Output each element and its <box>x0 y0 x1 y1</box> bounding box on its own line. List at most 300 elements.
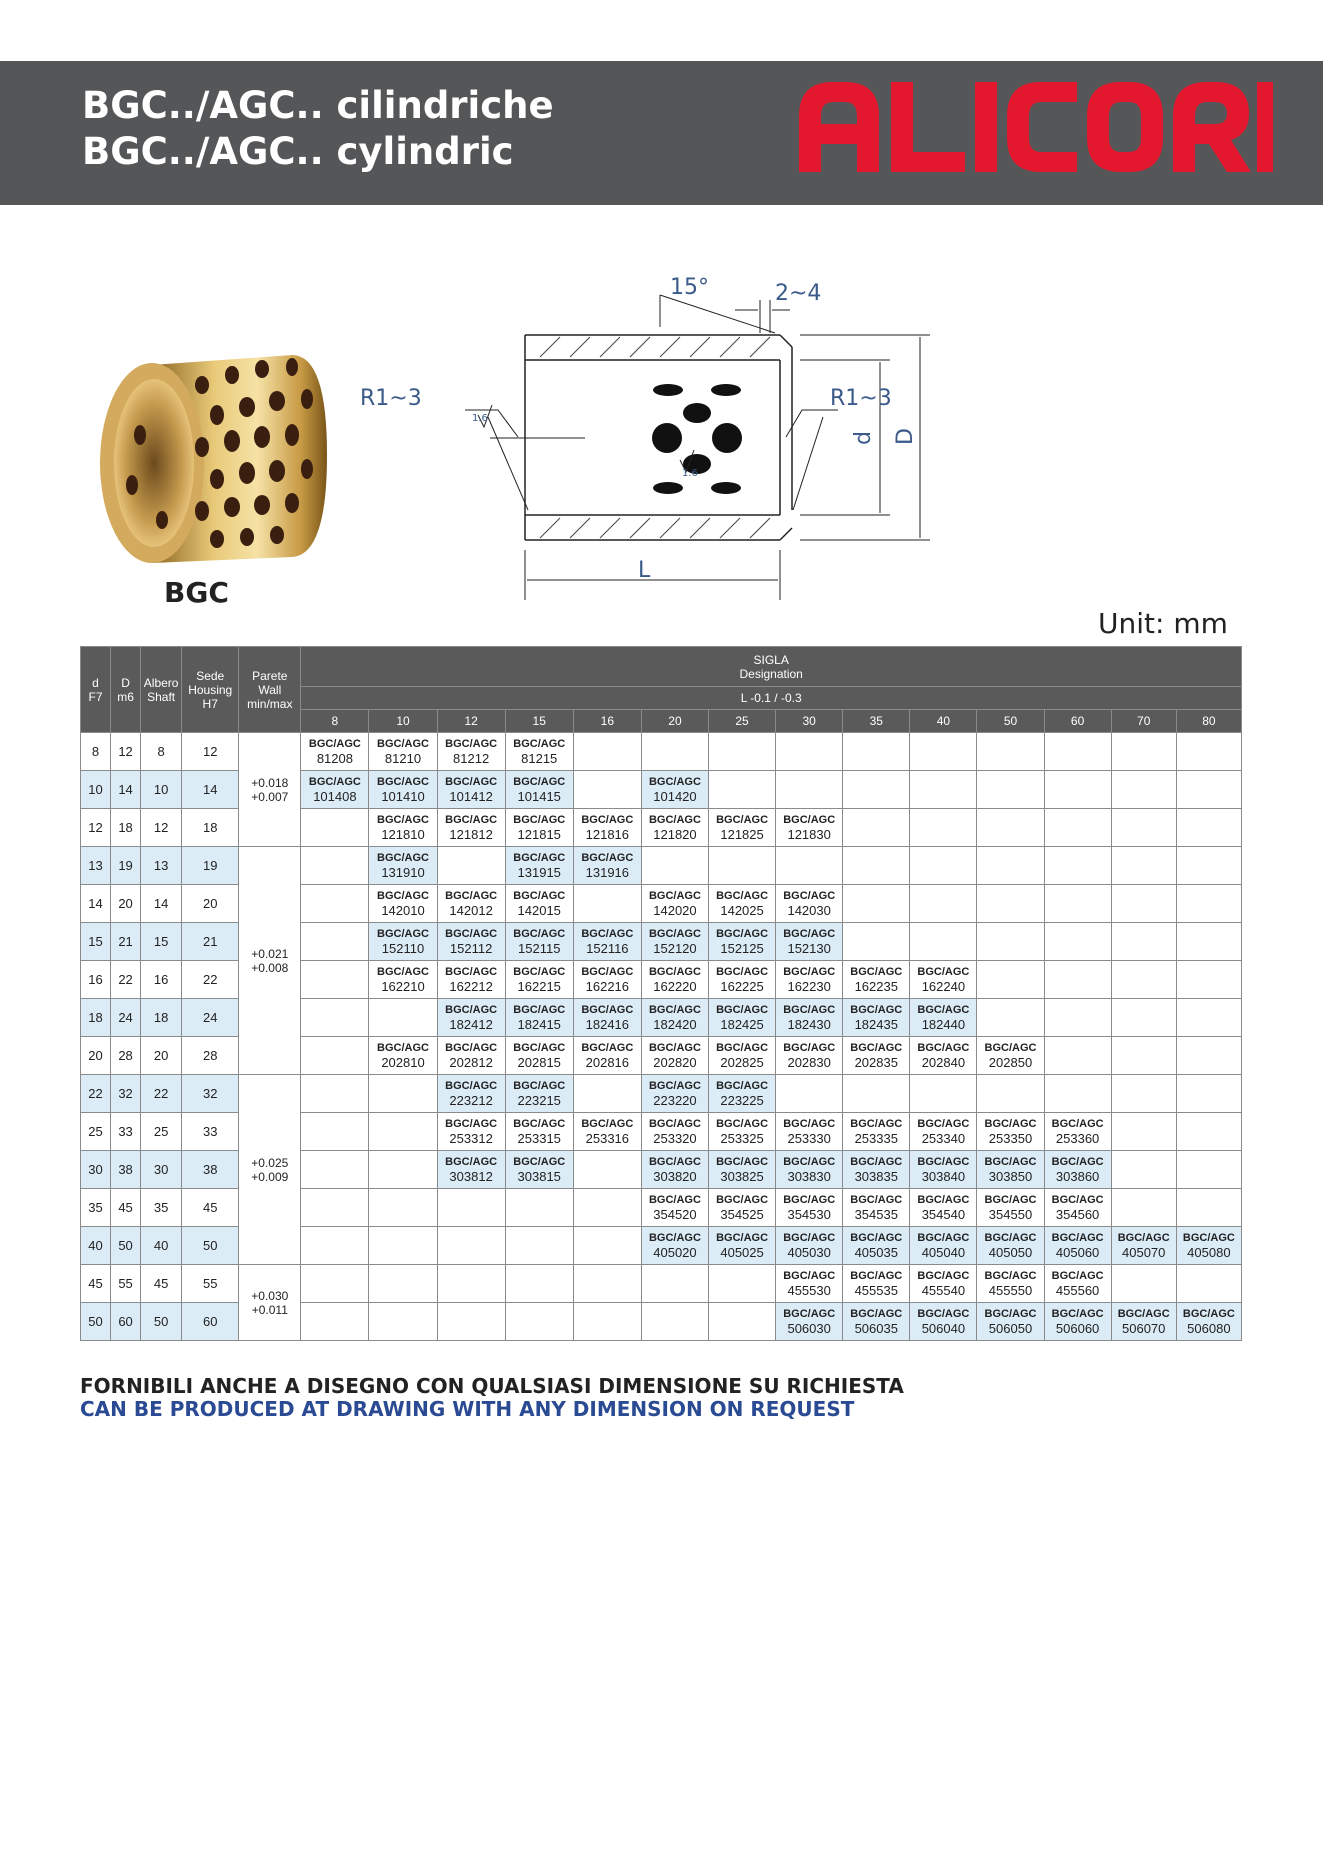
cell-designation <box>709 1037 776 1075</box>
designation-prefix: BGC/AGC <box>1051 1193 1104 1206</box>
designation-prefix: BGC/AGC <box>445 965 498 978</box>
cell-designation <box>776 1227 843 1265</box>
designation-prefix: BGC/AGC <box>513 737 566 750</box>
wall-max: +0.018 <box>251 775 289 790</box>
designation-code: 303835 <box>854 1168 898 1184</box>
designation-prefix: BGC/AGC <box>783 889 836 902</box>
designation-prefix: BGC/AGC <box>648 1041 701 1054</box>
designation-prefix: BGC/AGC <box>716 1117 769 1130</box>
col-head-wall-minmax: min/max <box>247 696 293 711</box>
cell-designation <box>505 1075 573 1113</box>
cell-designation <box>641 1075 708 1113</box>
designation-prefix: BGC/AGC <box>513 1079 566 1092</box>
cell-designation <box>641 1189 708 1227</box>
chamfer-label: 2~4 <box>775 281 822 306</box>
designation-prefix: BGC/AGC <box>1182 1231 1235 1244</box>
cell-designation <box>1044 1113 1111 1151</box>
cell-housing: 19 <box>182 847 239 885</box>
designation-code: 182425 <box>720 1016 764 1032</box>
designation-code: 506050 <box>988 1320 1033 1336</box>
designation-prefix: BGC/AGC <box>445 737 498 750</box>
designation-prefix: BGC/AGC <box>850 1307 903 1320</box>
cell-designation <box>977 1189 1044 1227</box>
designation-prefix: BGC/AGC <box>513 1041 566 1054</box>
dim-D-label: D <box>893 428 918 445</box>
cell-designation <box>505 1265 573 1303</box>
title-english: BGC../AGC.. cylindric <box>82 130 514 173</box>
cell-designation <box>573 1227 641 1265</box>
cell-designation <box>1176 923 1241 961</box>
cell-designation <box>641 1037 708 1075</box>
designation-prefix: BGC/AGC <box>917 965 970 978</box>
cell-shaft: 45 <box>141 1265 182 1303</box>
cell-designation <box>1176 771 1241 809</box>
cell-designation <box>910 733 977 771</box>
cell-designation <box>1111 885 1176 923</box>
cell-designation <box>1176 847 1241 885</box>
designation-prefix: BGC/AGC <box>513 889 566 902</box>
designation-prefix: BGC/AGC <box>648 813 701 826</box>
designation-code: 405050 <box>988 1244 1033 1260</box>
designation-code: 152120 <box>653 940 697 956</box>
designation-prefix: BGC/AGC <box>783 1231 836 1244</box>
designation-code: 162235 <box>854 978 898 994</box>
col-head-wall <box>239 647 301 733</box>
wall-min: +0.008 <box>251 960 289 975</box>
designation-prefix: BGC/AGC <box>917 1193 970 1206</box>
col-head-length-tol: L -0.1 / -0.3 <box>301 687 1242 710</box>
cell-designation <box>1111 1037 1176 1075</box>
designation-prefix: BGC/AGC <box>308 737 361 750</box>
cell-designation <box>776 809 843 847</box>
cell-d: 35 <box>81 1189 111 1227</box>
designation-prefix: BGC/AGC <box>783 1193 836 1206</box>
designation-prefix: BGC/AGC <box>445 889 498 902</box>
cell-designation <box>369 733 437 771</box>
cell-designation <box>437 1189 505 1227</box>
cell-designation <box>977 885 1044 923</box>
cell-designation <box>977 961 1044 999</box>
cell-housing: 18 <box>182 809 239 847</box>
designation-code: 253335 <box>854 1130 898 1146</box>
cell-designation <box>505 961 573 999</box>
angle-label: 15° <box>670 275 709 300</box>
cell-designation <box>505 999 573 1037</box>
designation-prefix: BGC/AGC <box>716 965 769 978</box>
designation-prefix: BGC/AGC <box>1051 1269 1104 1282</box>
designation-code: 182435 <box>854 1016 898 1032</box>
designation-prefix: BGC/AGC <box>850 1117 903 1130</box>
designation-code: 405060 <box>1055 1244 1100 1260</box>
designation-prefix: BGC/AGC <box>716 927 769 940</box>
cell-designation <box>573 923 641 961</box>
cell-designation <box>910 1265 977 1303</box>
designation-code: 506040 <box>921 1320 966 1336</box>
cell-designation <box>776 847 843 885</box>
cell-designation <box>1044 923 1111 961</box>
designation-code: 121820 <box>653 826 697 842</box>
cell-designation <box>977 923 1044 961</box>
cell-D: 38 <box>111 1151 141 1189</box>
cell-housing: 32 <box>182 1075 239 1113</box>
cell-shaft: 10 <box>141 771 182 809</box>
col-head-length: 35 <box>843 710 910 733</box>
cell-designation <box>843 1189 910 1227</box>
designation-prefix: BGC/AGC <box>648 1231 701 1244</box>
designation-prefix: BGC/AGC <box>917 1003 970 1016</box>
cell-D: 24 <box>111 999 141 1037</box>
cell-designation <box>1111 733 1176 771</box>
cell-d: 15 <box>81 923 111 961</box>
designation-code: 182412 <box>449 1016 493 1032</box>
roughness-label-2: 1.6 <box>682 468 698 479</box>
designation-code: 455540 <box>921 1282 966 1298</box>
cell-designation <box>709 733 776 771</box>
col-head-length: 30 <box>776 710 843 733</box>
wall-max: +0.025 <box>251 1155 289 1170</box>
col-head-length: 15 <box>505 710 573 733</box>
cell-designation <box>505 1113 573 1151</box>
cell-designation <box>843 1265 910 1303</box>
designation-prefix: BGC/AGC <box>716 889 769 902</box>
designation-code: 142010 <box>381 902 425 918</box>
designation-prefix: BGC/AGC <box>984 1307 1037 1320</box>
designation-prefix: BGC/AGC <box>377 889 429 902</box>
cell-designation <box>1111 999 1176 1037</box>
cell-d: 18 <box>81 999 111 1037</box>
designation-code: 354535 <box>854 1206 898 1222</box>
cell-designation <box>573 885 641 923</box>
designation-prefix: BGC/AGC <box>783 813 836 826</box>
cell-housing: 28 <box>182 1037 239 1075</box>
cell-designation <box>301 885 369 923</box>
cell-designation <box>641 1151 708 1189</box>
cell-designation <box>1044 1265 1111 1303</box>
cell-designation <box>437 961 505 999</box>
cell-designation <box>1176 885 1241 923</box>
designation-prefix: BGC/AGC <box>445 1041 498 1054</box>
cell-designation <box>977 847 1044 885</box>
designation-code: 121816 <box>585 826 630 842</box>
designation-code: 506060 <box>1055 1320 1100 1336</box>
designation-code: 162216 <box>585 978 630 994</box>
designation-code: 506035 <box>854 1320 898 1336</box>
designation-prefix: BGC/AGC <box>850 1231 903 1244</box>
designation-prefix: BGC/AGC <box>917 1231 970 1244</box>
cell-designation <box>910 961 977 999</box>
designation-code: 162215 <box>517 978 561 994</box>
designation-prefix: BGC/AGC <box>377 775 429 788</box>
cell-shaft: 15 <box>141 923 182 961</box>
cell-designation <box>776 1075 843 1113</box>
cell-designation <box>776 1265 843 1303</box>
designation-code: 162210 <box>381 978 425 994</box>
designation-code: 253360 <box>1055 1130 1100 1146</box>
designation-code: 405035 <box>854 1244 898 1260</box>
wall-min: +0.009 <box>251 1169 289 1184</box>
col-head-length: 60 <box>1044 710 1111 733</box>
cell-designation <box>977 1227 1044 1265</box>
designation-prefix: BGC/AGC <box>783 927 836 940</box>
cell-designation <box>437 1151 505 1189</box>
designation-code: 131910 <box>381 864 425 880</box>
cell-designation <box>910 809 977 847</box>
cell-designation <box>776 1151 843 1189</box>
designation-code: 152112 <box>449 940 493 956</box>
wall-min: +0.007 <box>251 789 289 804</box>
cell-designation <box>843 1075 910 1113</box>
cell-designation <box>977 1075 1044 1113</box>
cell-designation <box>641 847 708 885</box>
roughness-label-1: 1.6 <box>472 413 488 424</box>
designation-prefix: BGC/AGC <box>648 1079 701 1092</box>
cell-designation <box>843 847 910 885</box>
cell-D: 14 <box>111 771 141 809</box>
col-head-designation <box>301 647 1242 687</box>
cell-designation <box>1111 1075 1176 1113</box>
designation-code: 202850 <box>988 1054 1033 1070</box>
cell-designation <box>641 1227 708 1265</box>
designation-code: 253340 <box>921 1130 966 1146</box>
designation-prefix: BGC/AGC <box>513 851 566 864</box>
cell-designation <box>641 809 708 847</box>
designation-prefix: BGC/AGC <box>850 1155 903 1168</box>
cell-designation <box>977 1113 1044 1151</box>
cell-designation <box>437 809 505 847</box>
cell-designation <box>573 847 641 885</box>
designation-prefix: BGC/AGC <box>445 927 498 940</box>
col-head-length: 16 <box>573 710 641 733</box>
cell-designation <box>843 885 910 923</box>
cell-d: 30 <box>81 1151 111 1189</box>
designation-prefix: BGC/AGC <box>513 965 566 978</box>
designation-code: 253315 <box>517 1130 561 1146</box>
designation-code: 182440 <box>921 1016 966 1032</box>
designation-prefix: BGC/AGC <box>716 1193 769 1206</box>
cell-designation <box>709 1265 776 1303</box>
cell-designation <box>709 999 776 1037</box>
designation-prefix: BGC/AGC <box>513 1117 566 1130</box>
cell-designation <box>437 847 505 885</box>
designation-code: 223215 <box>517 1092 561 1108</box>
designation-code: 303830 <box>787 1168 831 1184</box>
cell-designation <box>1044 847 1111 885</box>
designation-code: 354550 <box>988 1206 1033 1222</box>
designation-code: 202820 <box>653 1054 697 1070</box>
cell-designation <box>437 885 505 923</box>
col-head-length: 8 <box>301 710 369 733</box>
designation-prefix: BGC/AGC <box>648 889 701 902</box>
designation-code: 303825 <box>720 1168 764 1184</box>
designation-prefix: BGC/AGC <box>850 1003 903 1016</box>
radius-left-label: R1~3 <box>360 386 422 411</box>
cell-shaft: 25 <box>141 1113 182 1151</box>
cell-designation <box>1111 923 1176 961</box>
cell-designation <box>573 1075 641 1113</box>
cell-D: 55 <box>111 1265 141 1303</box>
cell-designation <box>977 809 1044 847</box>
designation-prefix: BGC/AGC <box>783 1269 836 1282</box>
cell-designation <box>301 1303 369 1341</box>
cell-designation <box>437 923 505 961</box>
cell-D: 21 <box>111 923 141 961</box>
designation-prefix: BGC/AGC <box>581 927 634 940</box>
designation-code: 253330 <box>787 1130 831 1146</box>
cell-D: 12 <box>111 733 141 771</box>
cell-designation <box>709 1227 776 1265</box>
col-head-length: 80 <box>1176 710 1241 733</box>
designation-prefix: BGC/AGC <box>783 1041 836 1054</box>
cell-designation <box>301 1265 369 1303</box>
cell-d: 12 <box>81 809 111 847</box>
designation-prefix: BGC/AGC <box>716 813 769 826</box>
cell-designation <box>641 885 708 923</box>
cell-designation <box>505 809 573 847</box>
cell-designation <box>369 1113 437 1151</box>
cell-housing: 50 <box>182 1227 239 1265</box>
cell-designation <box>505 923 573 961</box>
designation-code: 142020 <box>653 902 697 918</box>
designation-code: 142012 <box>449 902 493 918</box>
designation-code: 152115 <box>518 940 561 956</box>
cell-designation <box>843 961 910 999</box>
designation-code: 303860 <box>1055 1168 1100 1184</box>
designation-code: 303840 <box>921 1168 966 1184</box>
col-head-shaft <box>141 647 182 733</box>
cell-designation <box>369 771 437 809</box>
designation-code: 303815 <box>517 1168 561 1184</box>
cell-designation <box>369 1151 437 1189</box>
cell-designation <box>505 1227 573 1265</box>
col-head-length: 40 <box>910 710 977 733</box>
designation-code: 182416 <box>585 1016 630 1032</box>
cell-designation <box>1111 1151 1176 1189</box>
col-head-parete: Parete <box>252 668 288 683</box>
cell-designation <box>437 1227 505 1265</box>
cell-housing: 20 <box>182 885 239 923</box>
designation-prefix: BGC/AGC <box>1051 1231 1104 1244</box>
cell-designation <box>437 1265 505 1303</box>
cell-designation <box>1111 1303 1176 1341</box>
designation-prefix: BGC/AGC <box>984 1041 1037 1054</box>
designation-code: 202812 <box>449 1054 493 1070</box>
designation-code: 405070 <box>1122 1244 1166 1260</box>
wall-max: +0.021 <box>251 946 289 961</box>
cell-designation <box>1176 1113 1241 1151</box>
cell-designation <box>1044 1075 1111 1113</box>
cell-designation <box>1044 961 1111 999</box>
cell-d: 25 <box>81 1113 111 1151</box>
designation-prefix: BGC/AGC <box>513 813 566 826</box>
cell-shaft: 12 <box>141 809 182 847</box>
designation-code: 202816 <box>585 1054 630 1070</box>
designation-code: 182420 <box>653 1016 697 1032</box>
designation-code: 303820 <box>653 1168 697 1184</box>
cell-designation <box>910 999 977 1037</box>
designation-prefix: BGC/AGC <box>308 775 361 788</box>
cell-designation <box>776 771 843 809</box>
designation-prefix: BGC/AGC <box>783 1155 836 1168</box>
cell-designation <box>1111 1265 1176 1303</box>
designation-code: 202830 <box>787 1054 831 1070</box>
cell-designation <box>1044 999 1111 1037</box>
wall-min: +0.011 <box>251 1302 288 1317</box>
cell-designation <box>505 771 573 809</box>
cell-wall-tolerance <box>239 1075 301 1265</box>
cell-designation <box>1176 999 1241 1037</box>
designation-code: 81208 <box>316 750 353 766</box>
designation-code: 223212 <box>449 1092 493 1108</box>
designation-code: 152116 <box>586 940 629 956</box>
footer-english: CAN BE PRODUCED AT DRAWING WITH ANY DIMENSION ON REQUEST <box>80 1397 855 1421</box>
cell-designation <box>301 923 369 961</box>
col-head-designation-text: Designation <box>739 666 803 681</box>
cell-designation <box>977 1151 1044 1189</box>
designation-code: 405030 <box>787 1244 831 1260</box>
cell-designation <box>709 923 776 961</box>
cell-D: 28 <box>111 1037 141 1075</box>
designation-prefix: BGC/AGC <box>1117 1231 1170 1244</box>
designation-prefix: BGC/AGC <box>377 813 429 826</box>
cell-designation <box>369 1303 437 1341</box>
cell-designation <box>641 923 708 961</box>
cell-designation <box>977 1265 1044 1303</box>
cell-designation <box>505 733 573 771</box>
cell-designation <box>641 1113 708 1151</box>
cell-designation <box>776 733 843 771</box>
cell-designation <box>910 1189 977 1227</box>
designation-prefix: BGC/AGC <box>783 1003 836 1016</box>
designation-code: 506030 <box>787 1320 831 1336</box>
cell-designation <box>369 847 437 885</box>
cell-d: 22 <box>81 1075 111 1113</box>
designation-prefix: BGC/AGC <box>445 1155 498 1168</box>
col-head-D <box>111 647 141 733</box>
designation-code: 121815 <box>517 826 561 842</box>
cell-designation <box>641 1265 708 1303</box>
dim-L-label: L <box>638 558 651 583</box>
cell-designation <box>369 923 437 961</box>
designation-prefix: BGC/AGC <box>513 775 566 788</box>
cell-designation <box>1176 1303 1241 1341</box>
designation-prefix: BGC/AGC <box>648 775 701 788</box>
cell-housing: 38 <box>182 1151 239 1189</box>
designation-prefix: BGC/AGC <box>445 813 498 826</box>
cell-designation <box>709 1075 776 1113</box>
cell-designation <box>505 1303 573 1341</box>
designation-prefix: BGC/AGC <box>581 965 634 978</box>
cell-shaft: 50 <box>141 1303 182 1341</box>
cell-d: 45 <box>81 1265 111 1303</box>
cell-designation <box>977 733 1044 771</box>
designation-code: 162230 <box>787 978 831 994</box>
cell-designation <box>369 999 437 1037</box>
cell-designation <box>910 771 977 809</box>
designation-code: 506080 <box>1187 1320 1231 1336</box>
designation-prefix: BGC/AGC <box>716 1231 769 1244</box>
cell-designation <box>910 1037 977 1075</box>
designation-prefix: BGC/AGC <box>581 851 634 864</box>
designation-code: 152110 <box>381 940 425 956</box>
technical-drawing <box>360 255 950 595</box>
cell-D: 32 <box>111 1075 141 1113</box>
cell-designation <box>843 1113 910 1151</box>
cell-designation <box>437 733 505 771</box>
designation-prefix: BGC/AGC <box>917 1155 970 1168</box>
product-caption: BGC <box>164 576 229 609</box>
designation-code: 455530 <box>787 1282 831 1298</box>
cell-designation <box>910 847 977 885</box>
